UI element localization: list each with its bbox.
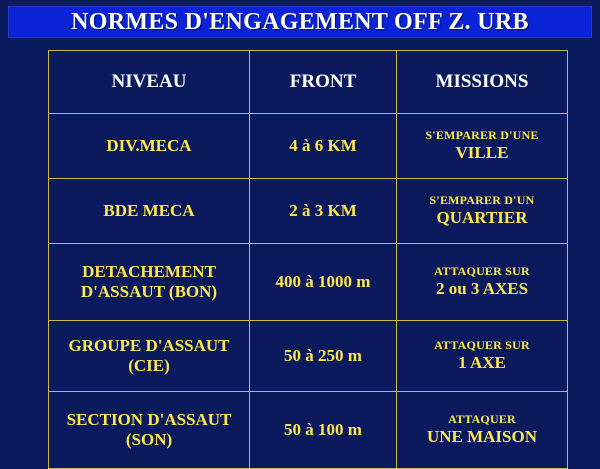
column-header-niveau: NIVEAU [49, 51, 250, 114]
mission-objective: UNE MAISON [426, 427, 538, 447]
mission-objective: 1 AXE [458, 353, 506, 373]
table-row [49, 244, 568, 321]
mission-qualifier: S'EMPARER D'UN [429, 193, 535, 208]
table-row [49, 392, 568, 469]
cell-missions [397, 244, 568, 321]
cell-niveau: DETACHEMENT D'ASSAUT (BON) [49, 244, 250, 321]
norms-table [48, 50, 568, 469]
table-row [49, 321, 568, 392]
cell-front: 50 à 250 m [250, 321, 397, 392]
header-row [49, 51, 568, 114]
column-header-missions: MISSIONS [397, 51, 568, 114]
cell-missions [397, 392, 568, 469]
mission-qualifier: ATTAQUER [448, 412, 516, 427]
cell-front: 4 à 6 KM [250, 114, 397, 179]
cell-missions [397, 114, 568, 179]
table-body [49, 114, 568, 469]
cell-front: 400 à 1000 m [250, 244, 397, 321]
table-row [49, 179, 568, 244]
cell-front: 50 à 100 m [250, 392, 397, 469]
mission-qualifier: ATTAQUER SUR [434, 338, 530, 353]
cell-missions [397, 179, 568, 244]
table-row [49, 114, 568, 179]
mission-qualifier: ATTAQUER SUR [434, 264, 530, 279]
mission-qualifier: S'EMPARER D'UNE [425, 128, 539, 143]
mission-objective: VILLE [455, 143, 509, 163]
mission-objective: QUARTIER [436, 208, 528, 228]
cell-front: 2 à 3 KM [250, 179, 397, 244]
title-banner [8, 6, 592, 38]
page-title: NORMES D'ENGAGEMENT OFF Z. URB [71, 8, 529, 35]
cell-niveau: DIV.MECA [49, 114, 250, 179]
cell-missions [397, 321, 568, 392]
column-header-front: FRONT [250, 51, 397, 114]
table-header [49, 51, 568, 114]
cell-niveau: SECTION D'ASSAUT (SON) [49, 392, 250, 469]
norms-table-container [48, 50, 552, 469]
cell-niveau: BDE MECA [49, 179, 250, 244]
mission-objective: 2 ou 3 AXES [435, 279, 529, 299]
cell-niveau: GROUPE D'ASSAUT (CIE) [49, 321, 250, 392]
